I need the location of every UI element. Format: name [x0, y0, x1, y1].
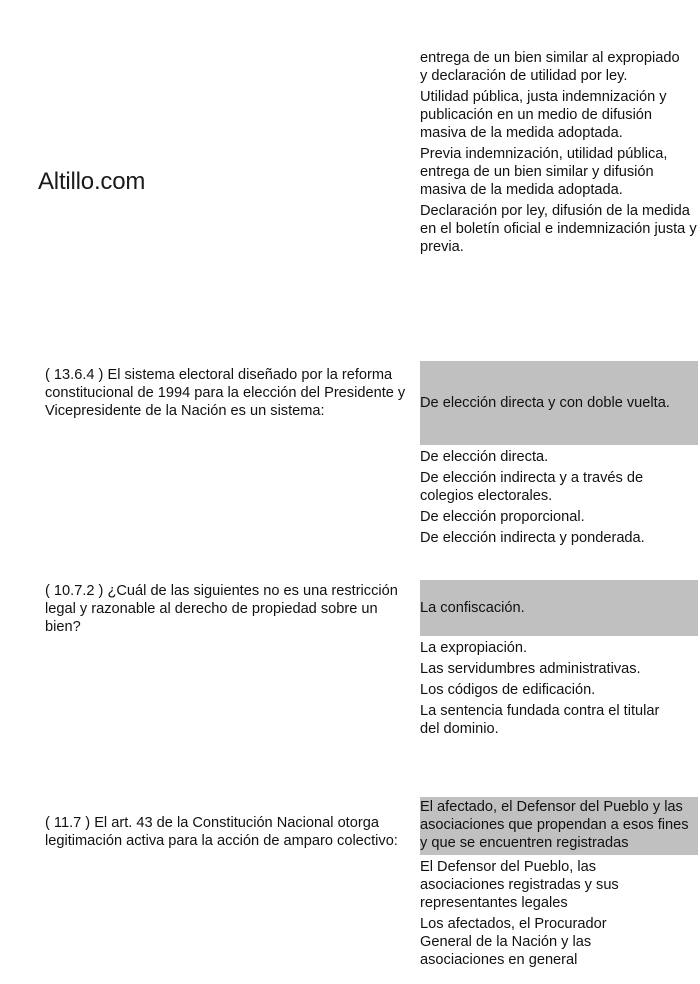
option: Utilidad pública, justa indemnización y publicación en un medio de difusión masiva de la medida adoptada. — [420, 89, 667, 141]
option: Los códigos de edificación. — [420, 682, 596, 698]
option: De elección directa. — [420, 449, 549, 465]
question-text: ( 10.7.2 ) ¿Cuál de las siguientes no es una restricción legal y razonable al derecho de propiedad sobre un bien? — [45, 583, 398, 635]
highlighted-answer — [420, 580, 698, 636]
answer-text: De elección directa y con doble vuelta. — [420, 395, 670, 411]
q1-options — [420, 361, 698, 550]
option: El Defensor del Pueblo, las asociaciones registradas y sus representantes legales — [420, 859, 619, 911]
option: De elección indirecta y ponderada. — [420, 530, 645, 546]
option: entrega de un bien similar al expropiado y declaración de utilidad por ley. — [420, 50, 680, 84]
option: Previa indemnización, utilidad pública, entrega de un bien similar y difusión masiva de la medida adoptada. — [420, 146, 668, 198]
q3-options — [420, 797, 698, 972]
option: Declaración por ley, difusión de la medida en el boletín oficial e indemnización justa y previa. — [420, 203, 697, 255]
q2-options — [420, 580, 698, 741]
answer-text: El afectado, el Defensor del Pueblo y las asociaciones que propendan a esos fines y que se encuentren registradas — [420, 799, 689, 851]
answer-text: La confiscación. — [420, 600, 525, 616]
site-logo: Altillo.com — [38, 168, 146, 195]
option: Los afectados, el Procurador General de la Nación y las asociaciones en general — [420, 916, 607, 968]
highlighted-answer — [420, 797, 698, 855]
question-text: ( 13.6.4 ) El sistema electoral diseñado por la reforma constitucional de 1994 para la elección del Presidente y Vicepresidente de la Nación es un sistema: — [45, 367, 406, 419]
option: De elección indirecta y a través de colegios electorales. — [420, 470, 644, 504]
question-text: ( 11.7 ) El art. 43 de la Constitución Nacional otorga legitimación activa para la acción de amparo colectivo: — [45, 815, 398, 849]
top-options — [420, 49, 698, 259]
option: De elección proporcional. — [420, 509, 585, 525]
option: Las servidumbres administrativas. — [420, 661, 641, 677]
option: La expropiación. — [420, 640, 528, 656]
option: La sentencia fundada contra el titular del dominio. — [420, 703, 660, 737]
highlighted-answer — [420, 361, 698, 445]
